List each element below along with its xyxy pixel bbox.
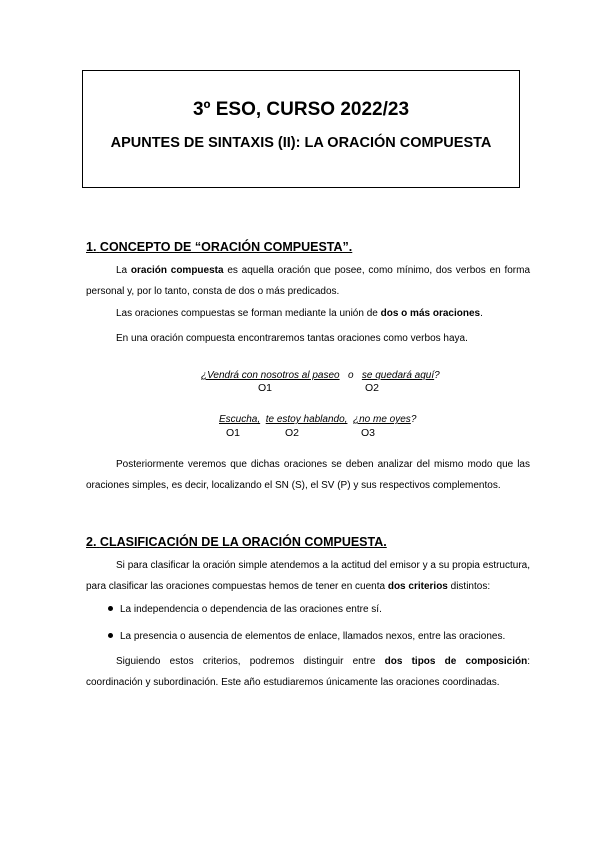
example2-label-o3: O3 xyxy=(361,427,376,439)
text-span: distintos: xyxy=(447,581,491,592)
example2-clause-1: Escucha, xyxy=(219,414,261,425)
text-span: . xyxy=(480,308,483,319)
text-span: : coordinación y subordinación. Este año estudiaremos únicamente las oraciones coordinadas. xyxy=(86,656,530,688)
document-subtitle: APUNTES DE SINTAXIS (II): LA ORACIÓN COMPUESTA xyxy=(110,135,492,151)
bullet-item-2 xyxy=(108,631,505,642)
section1-paragraph-2 xyxy=(86,303,530,324)
example1-clause-2: se quedará aquí xyxy=(361,370,435,381)
example1-label-o1: O1 xyxy=(258,382,273,394)
bold-term: oración compuesta xyxy=(130,265,224,276)
bullet-text: La presencia o ausencia de elementos de enlace, llamados nexos, entre las oraciones. xyxy=(120,631,506,642)
example2-clause-2: te estoy hablando, xyxy=(265,414,348,425)
section1-paragraph-3: En una oración compuesta encontraremos tantas oraciones como verbos haya. xyxy=(116,333,468,344)
example1-clause-1: ¿Vendrá con nosotros al paseo xyxy=(201,370,340,381)
bullet-dot-icon xyxy=(108,606,113,611)
section2-paragraph-2 xyxy=(86,651,530,693)
text-span: Siguiendo estos criterios, podremos distinguir entre xyxy=(116,656,385,667)
bold-term: dos tipos de composición xyxy=(384,656,528,667)
bullet-dot-icon xyxy=(108,633,113,638)
section1-paragraph-1 xyxy=(86,260,530,302)
text-span: Si para clasificar la oración simple atendemos a la actitud del emisor y a su propia estructura, para clasificar las oraciones compuestas hemos de tener en cuenta xyxy=(86,560,530,592)
section2-paragraph-1 xyxy=(86,555,530,597)
example2-clause-3: ¿no me oyes xyxy=(353,414,411,425)
text-span: es aquella oración que posee, como mínimo, dos verbos en forma personal y, por lo tanto, consta de dos o más predicados. xyxy=(86,265,531,297)
text-span: Las oraciones compuestas se forman mediante la unión de xyxy=(116,308,381,319)
example1-end: ? xyxy=(434,370,440,381)
section1-title: CONCEPTO DE “ORACIÓN COMPUESTA”. xyxy=(99,240,353,254)
example2-label-o1: O1 xyxy=(226,427,241,439)
bullet-item-1 xyxy=(108,604,382,615)
section1-number: 1. xyxy=(86,240,97,254)
example2-sentence xyxy=(219,414,416,425)
section2-number: 2. xyxy=(86,535,97,549)
document-title: 3º ESO, CURSO 2022/23 xyxy=(192,99,410,120)
section2-title: CLASIFICACIÓN DE LA ORACIÓN COMPUESTA. xyxy=(99,535,387,549)
section1-heading xyxy=(86,240,352,254)
example1-conjunction: o xyxy=(347,370,354,381)
text-span: La xyxy=(116,265,131,276)
bold-term: dos criterios xyxy=(387,581,448,592)
example2-end: ? xyxy=(410,414,417,425)
example1-label-o2: O2 xyxy=(365,382,380,394)
example2-label-o2: O2 xyxy=(285,427,300,439)
section1-paragraph-4: Posteriormente veremos que dichas oraciones se deben analizar del mismo modo que las oraciones simples, es decir, localizando el SN (S), el SV (P) y sus respectivos complementos. xyxy=(86,459,530,491)
section2-heading xyxy=(86,535,387,549)
title-box xyxy=(82,70,520,188)
bold-term: dos o más oraciones xyxy=(380,308,481,319)
example1-sentence xyxy=(201,370,440,381)
bullet-text: La independencia o dependencia de las oraciones entre sí. xyxy=(120,604,382,615)
